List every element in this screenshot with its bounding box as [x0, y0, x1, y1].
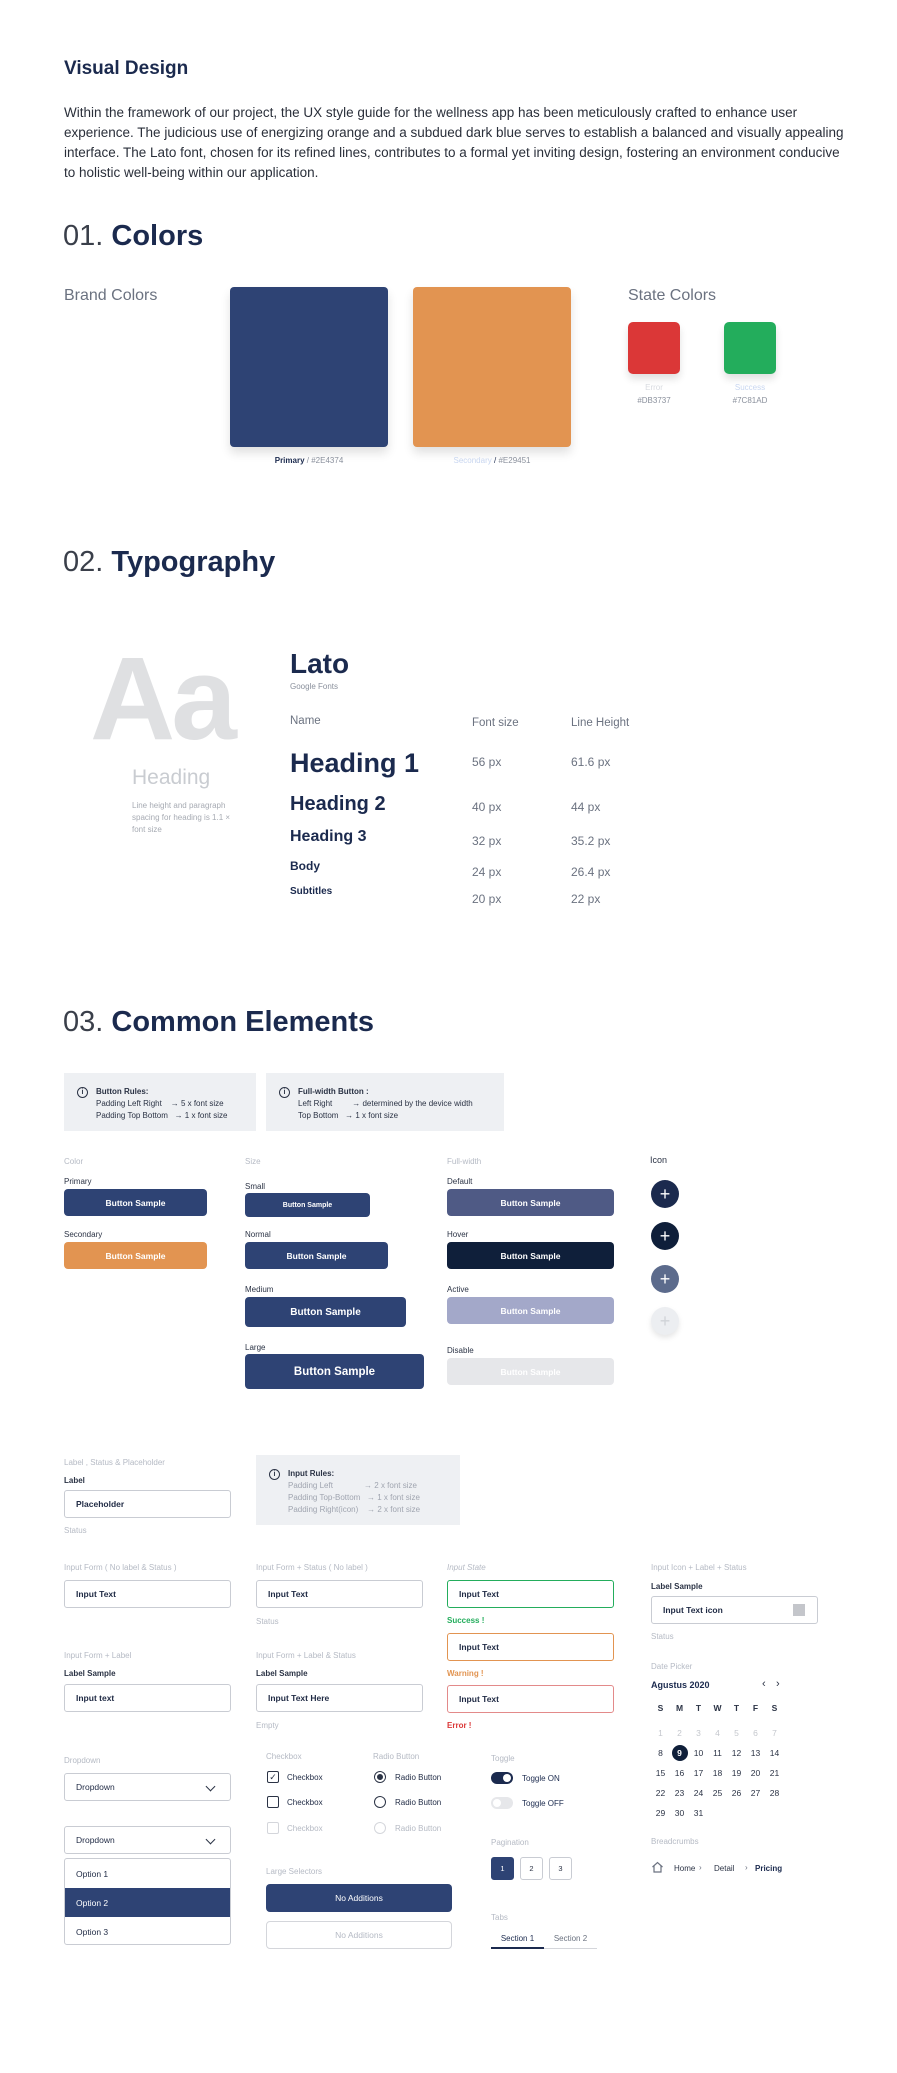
text-input[interactable]: Input Text [64, 1580, 231, 1608]
checkbox-checked[interactable]: ✓ [267, 1771, 279, 1783]
chevron-right-icon: › [699, 1863, 702, 1872]
success-status: Success ! [447, 1616, 485, 1625]
type-row-line: 22 px [571, 892, 601, 906]
form-label-status-group-label: Input Form + Label & Status [256, 1651, 356, 1660]
chevron-left-icon[interactable]: ‹ [762, 1678, 766, 1690]
placeholder-input[interactable]: Placeholder [64, 1490, 231, 1518]
calendar-day[interactable]: 2 [677, 1728, 682, 1738]
checkbox-unchecked[interactable] [267, 1796, 279, 1808]
checkbox-group-label: Checkbox [266, 1752, 302, 1761]
dropdown-menu [64, 1858, 231, 1945]
label-sample: Label Sample [64, 1669, 116, 1678]
large-button[interactable]: Button Sample [245, 1354, 424, 1389]
weekday-label: F [752, 1703, 759, 1713]
status-text: Status [256, 1617, 279, 1626]
toggle-group-label: Toggle [491, 1754, 515, 1763]
calendar-month: Agustus 2020 [651, 1680, 710, 1690]
form-nolabel-group-label: Input Form ( No label & Status ) [64, 1563, 177, 1572]
normal-button[interactable]: Button Sample [245, 1242, 388, 1269]
calendar-day[interactable]: 15 [655, 1768, 666, 1778]
breadcrumb-detail[interactable]: Detail [714, 1864, 735, 1873]
calendar-day[interactable]: 11 [713, 1748, 722, 1758]
radio-label: Radio Button [395, 1824, 442, 1833]
disable-label: Disable [447, 1346, 474, 1355]
calendar-day[interactable]: 21 [769, 1768, 780, 1778]
color-group-label: Color [64, 1157, 84, 1166]
dropdown-group-label: Dropdown [64, 1756, 101, 1765]
radio-disabled [374, 1822, 386, 1834]
dropdown-select-open[interactable]: Dropdown [64, 1826, 231, 1854]
calendar-day[interactable]: 12 [731, 1748, 742, 1758]
calendar-day[interactable]: 13 [750, 1748, 761, 1758]
type-row-size: 40 px [472, 800, 502, 814]
disabled-fullwidth-button: Button Sample [447, 1358, 614, 1385]
font-specimen: Aa [90, 633, 233, 765]
font-name: Lato [290, 648, 350, 679]
weekday-label: S [657, 1703, 664, 1713]
square-icon[interactable] [793, 1604, 805, 1616]
type-row-name: Subtitles [290, 886, 333, 897]
font-source: Google Fonts [290, 682, 339, 691]
large-selector-inactive[interactable]: No Additions [266, 1921, 452, 1949]
type-row-name: Heading 1 [290, 748, 420, 778]
weekday-label: M [675, 1703, 684, 1713]
type-row-size: 24 px [472, 865, 502, 879]
active-fullwidth-button[interactable]: Button Sample [447, 1297, 614, 1324]
toggle-on-label: Toggle ON [522, 1774, 560, 1783]
radio-label: Radio Button [395, 1773, 442, 1782]
weekday-label: T [733, 1703, 740, 1713]
large-selector-active[interactable]: No Additions [266, 1884, 452, 1912]
calendar-day[interactable]: 5 [734, 1728, 739, 1738]
hover-fullwidth-button[interactable]: Button Sample [447, 1242, 614, 1269]
dropdown-option[interactable]: Option 3 [76, 1926, 109, 1937]
large-label: Large [245, 1343, 266, 1352]
info-icon: i [279, 1087, 290, 1098]
home-icon[interactable] [651, 1861, 664, 1873]
primary-caption: Primary / #2E4374 [274, 456, 344, 465]
input-icon-group-label: Input Icon + Label + Status [651, 1563, 747, 1572]
tab-section-1[interactable]: Section 1 [491, 1929, 544, 1949]
primary-label: Primary [64, 1177, 92, 1186]
plus-icon: + [651, 1307, 679, 1335]
info-icon: i [269, 1469, 280, 1480]
plus-icon[interactable]: + [651, 1222, 679, 1250]
weekday-label: S [771, 1703, 778, 1713]
type-row-line: 35.2 px [571, 834, 611, 848]
col-size-header: Font size [472, 717, 519, 729]
form-status-group-label: Input Form + Status ( No label ) [256, 1563, 368, 1572]
calendar-day[interactable]: 29 [655, 1808, 666, 1818]
calendar-day[interactable]: 14 [769, 1748, 780, 1758]
calendar-day[interactable]: 17 [693, 1768, 704, 1778]
text-input[interactable]: Input Text Here [256, 1684, 423, 1712]
specimen-label: Heading [132, 766, 211, 789]
pagination-group-label: Pagination [491, 1838, 529, 1847]
calendar-day-selected[interactable]: 9 [670, 1745, 689, 1761]
colors-section-title: 01. Colors [63, 220, 204, 252]
fullwidth-rules-box: i Full-width Button : Left Right → determined by the device width Top Bottom → 1 x font size [266, 1073, 504, 1131]
tabs-group-label: Tabs [491, 1913, 508, 1922]
success-input[interactable]: Input Text [447, 1580, 614, 1608]
radio-unselected[interactable] [374, 1796, 386, 1808]
chevron-right-icon: › [745, 1863, 748, 1872]
error-swatch [628, 322, 680, 374]
hover-label: Hover [447, 1230, 469, 1239]
small-button[interactable]: Button Sample [245, 1193, 370, 1217]
typography-section-title: 02. Typography [63, 546, 276, 578]
secondary-caption: Secondary / #E29451 [453, 456, 531, 465]
error-input[interactable]: Input Text [447, 1685, 614, 1713]
lsp-group-label: Label , Status & Placeholder [64, 1458, 165, 1467]
toggle-off-label: Toggle OFF [522, 1799, 564, 1808]
calendar-day[interactable]: 19 [731, 1768, 742, 1778]
calendar-grid [651, 1723, 791, 1823]
secondary-label: Secondary [64, 1230, 103, 1239]
empty-status: Empty [256, 1721, 279, 1730]
small-label: Small [245, 1182, 266, 1191]
calendar-day[interactable]: 16 [674, 1768, 685, 1778]
calendar-day[interactable]: 22 [655, 1788, 666, 1798]
calendar-day[interactable]: 8 [658, 1748, 663, 1758]
calendar-day[interactable]: 30 [674, 1808, 685, 1818]
date-picker-group-label: Date Picker [651, 1662, 693, 1671]
type-row-name: Heading 2 [290, 793, 386, 815]
calendar-day[interactable]: 25 [712, 1788, 723, 1798]
radio-label: Radio Button [395, 1798, 442, 1807]
size-group-label: Size [245, 1157, 261, 1166]
checkbox-label: Checkbox [287, 1824, 323, 1833]
col-line-header: Line Height [571, 717, 630, 729]
status-text: Status [64, 1526, 87, 1535]
type-row-name: Heading 3 [290, 828, 367, 845]
breadcrumbs-group-label: Breadcrumbs [651, 1837, 699, 1846]
default-fullwidth-button[interactable]: Button Sample [447, 1189, 614, 1216]
toggle-on-switch[interactable] [491, 1772, 513, 1784]
error-caption-hex: #DB3737 [637, 396, 671, 405]
page-title: Visual Design [64, 58, 189, 79]
calendar-day[interactable]: 6 [753, 1728, 758, 1738]
checkbox-disabled [267, 1822, 279, 1834]
calendar-weekdays [651, 1703, 784, 1713]
calendar-day[interactable]: 24 [693, 1788, 704, 1798]
text-input[interactable]: Input text [64, 1684, 231, 1712]
input-state-group-label: Input State [447, 1563, 486, 1572]
calendar-day[interactable]: 23 [674, 1788, 685, 1798]
type-row-line: 26.4 px [571, 865, 611, 879]
success-caption-name: Success [734, 383, 766, 392]
page-button[interactable]: 3 [549, 1857, 572, 1880]
calendar-day[interactable]: 28 [769, 1788, 780, 1798]
type-row-name: Body [290, 859, 320, 873]
brand-colors-label: Brand Colors [64, 287, 158, 304]
type-row-size: 32 px [472, 834, 502, 848]
calendar-day[interactable]: 20 [750, 1768, 761, 1778]
toggle-off-switch[interactable] [491, 1797, 513, 1809]
calendar-day[interactable]: 26 [731, 1788, 742, 1798]
input-rules-box: i Input Rules: Padding Left → 2 x font size Padding Top-Bottom → 1 x font size Padding Right(icon) → 2 x font size [256, 1455, 460, 1525]
common-section-title: 03. Common Elements [63, 1006, 375, 1038]
calendar-day[interactable]: 18 [712, 1768, 723, 1778]
page-button-active[interactable]: 1 [491, 1857, 514, 1880]
col-name-header: Name [290, 715, 321, 727]
calendar-day[interactable]: 1 [658, 1728, 663, 1738]
form-label-group-label: Input Form + Label [64, 1651, 132, 1660]
label-sample: Label Sample [256, 1669, 308, 1678]
breadcrumb-home[interactable]: Home [674, 1864, 696, 1873]
icon-group-label: Icon [650, 1155, 668, 1165]
chevron-right-icon[interactable]: › [776, 1678, 780, 1690]
plus-icon[interactable]: + [651, 1265, 679, 1293]
page-button[interactable]: 2 [520, 1857, 543, 1880]
weekday-label: T [695, 1703, 702, 1713]
status-text: Status [651, 1632, 674, 1641]
dropdown-option-selected[interactable]: Option 2 [65, 1888, 230, 1917]
normal-label: Normal [245, 1230, 271, 1239]
weekday-label: W [713, 1703, 722, 1713]
checkbox-label: Checkbox [287, 1798, 323, 1807]
calendar-day[interactable]: 27 [750, 1788, 761, 1798]
type-row-line: 44 px [571, 800, 601, 814]
warning-input[interactable]: Input Text [447, 1633, 614, 1661]
state-colors-label: State Colors [628, 287, 717, 304]
radio-selected[interactable] [374, 1771, 386, 1783]
specimen-note: Line height and paragraph spacing for heading is 1.1 × font size [132, 801, 231, 834]
success-swatch [724, 322, 776, 374]
plus-icon[interactable]: + [651, 1180, 679, 1208]
radio-group-label: Radio Button [373, 1752, 420, 1761]
label-sample: Label Sample [651, 1582, 703, 1591]
dropdown-select[interactable]: Dropdown [64, 1773, 231, 1801]
default-label: Default [447, 1177, 473, 1186]
primary-swatch [230, 287, 388, 447]
medium-button[interactable]: Button Sample [245, 1297, 406, 1327]
calendar-day[interactable]: 7 [772, 1728, 777, 1738]
checkbox-label: Checkbox [287, 1773, 323, 1782]
calendar-day[interactable]: 4 [715, 1728, 720, 1738]
text-input[interactable]: Input Text [256, 1580, 423, 1608]
calendar-day[interactable]: 3 [696, 1728, 701, 1738]
calendar-day[interactable]: 31 [693, 1808, 704, 1818]
medium-label: Medium [245, 1285, 274, 1294]
secondary-swatch [413, 287, 571, 447]
dropdown-option[interactable]: Option 1 [76, 1868, 109, 1879]
error-status: Error ! [447, 1721, 472, 1730]
icon-input[interactable]: Input Text icon [651, 1596, 818, 1624]
warning-status: Warning ! [447, 1669, 484, 1678]
tab-section-2[interactable]: Section 2 [544, 1929, 597, 1949]
large-selectors-group-label: Large Selectors [266, 1867, 323, 1876]
secondary-button[interactable]: Button Sample [64, 1242, 207, 1269]
type-row-size: 20 px [472, 892, 502, 906]
type-row-size: 56 px [472, 755, 502, 769]
button-rules-box: i Button Rules: Padding Left Right → 5 x font size Padding Top Bottom → 1 x font size [64, 1073, 256, 1131]
breadcrumb-pricing[interactable]: Pricing [755, 1864, 783, 1873]
label-text: Label [64, 1476, 85, 1485]
error-caption-name: Error [645, 383, 663, 392]
info-icon: i [77, 1087, 88, 1098]
calendar-day[interactable]: 10 [693, 1748, 704, 1758]
intro-paragraph: Within the framework of our project, the UX style guide for the wellness app has been meticulously crafted to enhance user experience. The judicious use of energizing orange and a subdued dark blue serves to establish a balanced and visually appealing interface. The Lato font, chosen for its refined lines, contributes to a formal yet inviting design, fostering an environment conducive to holistic well-being within our application. [64, 105, 844, 180]
fullwidth-group-label: Full-width [447, 1157, 482, 1166]
active-label: Active [447, 1285, 469, 1294]
primary-button[interactable]: Button Sample [64, 1189, 207, 1216]
type-row-line: 61.6 px [571, 755, 611, 769]
success-caption-hex: #7C81AD [732, 396, 768, 405]
